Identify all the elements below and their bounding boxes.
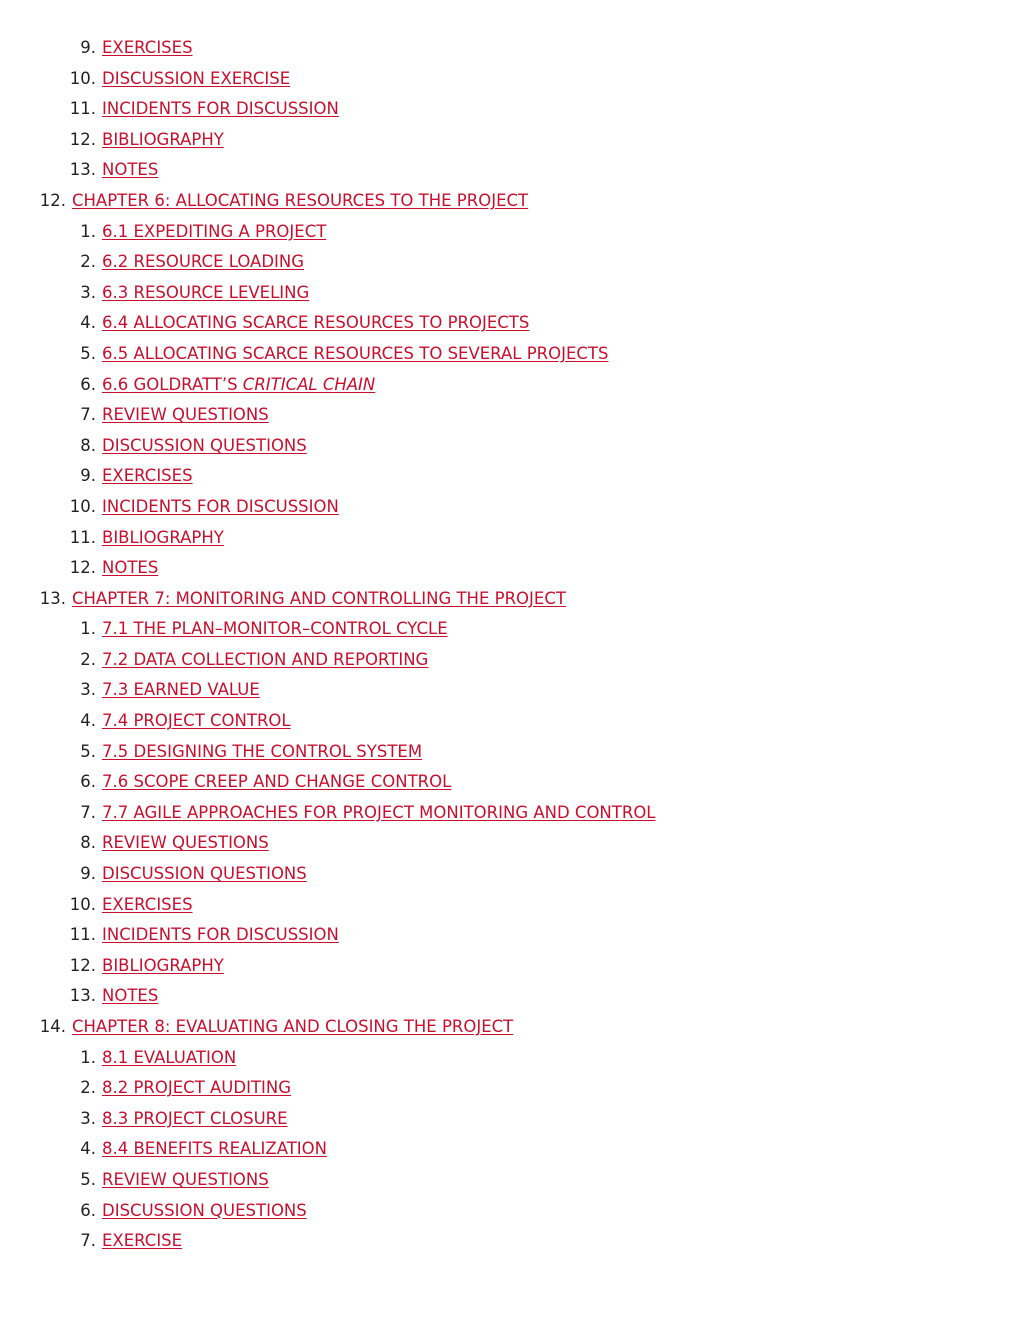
section-link[interactable] <box>102 675 260 706</box>
list-number: 4. <box>80 313 96 333</box>
toc-section-item <box>0 951 1020 982</box>
link-label: EXERCISE <box>102 1231 183 1251</box>
link-label: EXERCISES <box>102 466 193 486</box>
link-label: 7.2 DATA COLLECTION AND REPORTING <box>102 649 429 669</box>
link-label: 7.1 THE PLAN–MONITOR–CONTROL CYCLE <box>102 619 448 639</box>
list-number: 8. <box>80 435 96 455</box>
section-link[interactable] <box>102 125 224 156</box>
link-label: DISCUSSION QUESTIONS <box>102 435 307 455</box>
chapter-link[interactable] <box>72 584 566 615</box>
section-link[interactable] <box>102 1073 291 1104</box>
section-link[interactable] <box>102 645 428 676</box>
toc-section-item <box>0 767 1020 798</box>
toc-section-item <box>0 981 1020 1012</box>
list-number: 5. <box>80 343 96 363</box>
link-label: CHAPTER 7: MONITORING AND CONTROLLING THE PROJECT <box>72 588 566 608</box>
list-number: 6. <box>80 1200 96 1220</box>
link-label: 8.4 BENEFITS REALIZATION <box>102 1139 327 1159</box>
section-link[interactable] <box>102 737 422 768</box>
toc-section-item <box>0 828 1020 859</box>
toc-section-item <box>0 645 1020 676</box>
toc-section-item <box>0 400 1020 431</box>
section-link[interactable] <box>102 278 309 309</box>
toc-section-item <box>0 1134 1020 1165</box>
link-label: INCIDENTS FOR DISCUSSION <box>102 925 339 945</box>
toc-section-item <box>0 706 1020 737</box>
link-label: NOTES <box>102 986 159 1006</box>
section-link[interactable] <box>102 461 193 492</box>
link-label: CHAPTER 8: EVALUATING AND CLOSING THE PROJECT <box>72 1017 514 1036</box>
toc-section-item <box>0 431 1020 462</box>
section-link[interactable] <box>102 523 224 554</box>
list-number: 11. <box>69 527 96 547</box>
section-link[interactable] <box>102 614 448 645</box>
toc-section-item <box>0 614 1020 645</box>
toc-section-item <box>0 278 1020 309</box>
link-label: 6.1 EXPEDITING A PROJECT <box>102 221 327 241</box>
list-number: 9. <box>80 466 96 486</box>
list-number: 10. <box>69 68 96 88</box>
link-label: 6.3 RESOURCE LEVELING <box>102 282 310 302</box>
section-link[interactable] <box>102 767 451 798</box>
toc-section-item <box>0 1196 1020 1227</box>
link-label: BIBLIOGRAPHY <box>102 527 224 547</box>
link-label: BIBLIOGRAPHY <box>102 129 224 149</box>
list-number: 10. <box>69 496 96 516</box>
toc-section-item <box>0 859 1020 890</box>
section-link[interactable] <box>102 951 224 982</box>
section-link[interactable] <box>102 64 290 95</box>
link-label: 6.5 ALLOCATING SCARCE RESOURCES TO SEVERAL PROJECTS <box>102 343 609 363</box>
list-number: 11. <box>69 99 96 119</box>
link-label: 7.6 SCOPE CREEP AND CHANGE CONTROL <box>102 772 452 792</box>
toc-section-item <box>0 737 1020 768</box>
list-number: 9. <box>80 864 96 884</box>
list-number: 12. <box>69 955 96 975</box>
link-label: NOTES <box>102 558 159 578</box>
section-link[interactable] <box>102 33 193 64</box>
list-number: 3. <box>80 1108 96 1128</box>
list-number: 3. <box>80 282 96 302</box>
list-number: 1. <box>80 619 96 639</box>
section-link[interactable] <box>102 1196 307 1227</box>
toc-section-item <box>0 461 1020 492</box>
link-label: 7.7 AGILE APPROACHES FOR PROJECT MONITORING AND CONTROL <box>102 802 656 822</box>
chapter-link[interactable] <box>72 1012 513 1043</box>
list-number: 7. <box>80 802 96 822</box>
toc-section-item <box>0 1043 1020 1074</box>
toc-section-item <box>0 553 1020 584</box>
section-link[interactable] <box>102 1226 182 1257</box>
section-link[interactable] <box>102 492 339 523</box>
link-label: REVIEW QUESTIONS <box>102 833 269 853</box>
toc-section-item <box>0 370 1020 401</box>
section-link[interactable] <box>102 1134 327 1165</box>
section-link[interactable] <box>102 798 656 829</box>
link-label: 7.3 EARNED VALUE <box>102 680 260 700</box>
link-label: CHAPTER 6: ALLOCATING RESOURCES TO THE PROJECT <box>72 190 529 210</box>
list-number: 11. <box>69 925 96 945</box>
list-number: 13. <box>39 588 66 608</box>
list-number: 2. <box>80 1078 96 1098</box>
toc-section-item <box>0 94 1020 125</box>
link-label: INCIDENTS FOR DISCUSSION <box>102 496 339 516</box>
toc-section-item <box>0 1226 1020 1257</box>
section-link[interactable] <box>102 890 193 921</box>
toc-section-item <box>0 247 1020 278</box>
link-label: 6.4 ALLOCATING SCARCE RESOURCES TO PROJECTS <box>102 313 530 333</box>
section-link[interactable] <box>102 400 269 431</box>
list-number: 13. <box>69 160 96 180</box>
list-number: 7. <box>80 405 96 425</box>
link-label: INCIDENTS FOR DISCUSSION <box>102 99 339 119</box>
list-number: 2. <box>80 649 96 669</box>
toc-section-item <box>0 64 1020 95</box>
link-label: BIBLIOGRAPHY <box>102 955 224 975</box>
toc-chapter-item <box>0 1012 1020 1043</box>
section-link[interactable] <box>102 1043 236 1074</box>
list-number: 6. <box>80 374 96 394</box>
link-label-italic: CRITICAL CHAIN <box>242 374 376 394</box>
section-link[interactable] <box>102 920 339 951</box>
toc-section-item <box>0 798 1020 829</box>
list-number: 14. <box>39 1017 66 1036</box>
list-number: 12. <box>69 558 96 578</box>
toc-section-item <box>0 920 1020 951</box>
link-label: REVIEW QUESTIONS <box>102 405 269 425</box>
table-of-contents <box>0 33 1020 1257</box>
section-link[interactable] <box>102 553 158 584</box>
toc-section-item <box>0 217 1020 248</box>
toc-section-item <box>0 33 1020 64</box>
section-link[interactable] <box>102 94 339 125</box>
list-number: 4. <box>80 711 96 731</box>
toc-chapter-item <box>0 584 1020 615</box>
list-number: 4. <box>80 1139 96 1159</box>
list-number: 5. <box>80 1169 96 1189</box>
section-link[interactable] <box>102 308 529 339</box>
list-number: 1. <box>80 1047 96 1067</box>
list-number: 2. <box>80 252 96 272</box>
section-link[interactable] <box>102 706 291 737</box>
section-link[interactable] <box>102 828 269 859</box>
link-label: 7.4 PROJECT CONTROL <box>102 711 291 731</box>
section-link[interactable] <box>102 217 326 248</box>
section-link[interactable] <box>102 155 158 186</box>
section-link[interactable] <box>102 370 375 401</box>
toc-section-item <box>0 339 1020 370</box>
link-label: DISCUSSION QUESTIONS <box>102 864 307 884</box>
toc-section-item <box>0 308 1020 339</box>
list-number: 8. <box>80 833 96 853</box>
section-link[interactable] <box>102 859 307 890</box>
list-number: 1. <box>80 221 96 241</box>
list-number: 12. <box>39 190 66 210</box>
section-link[interactable] <box>102 247 304 278</box>
section-link[interactable] <box>102 981 158 1012</box>
toc-section-item <box>0 1073 1020 1104</box>
toc-section-item <box>0 155 1020 186</box>
list-number: 5. <box>80 741 96 761</box>
list-number: 13. <box>69 986 96 1006</box>
link-label: 8.3 PROJECT CLOSURE <box>102 1108 288 1128</box>
list-number: 7. <box>80 1231 96 1251</box>
toc-section-item <box>0 125 1020 156</box>
list-number: 12. <box>69 129 96 149</box>
toc-section-item <box>0 1165 1020 1196</box>
section-link[interactable] <box>102 1165 269 1196</box>
list-number: 10. <box>69 894 96 914</box>
toc-section-item <box>0 1104 1020 1135</box>
link-label: EXERCISES <box>102 38 193 57</box>
link-label: EXERCISES <box>102 894 193 914</box>
link-label: REVIEW QUESTIONS <box>102 1169 269 1189</box>
chapter-link[interactable] <box>72 186 528 217</box>
toc-section-item <box>0 492 1020 523</box>
section-link[interactable] <box>102 1104 288 1135</box>
list-number: 9. <box>80 38 96 57</box>
list-number: 6. <box>80 772 96 792</box>
link-label: 6.2 RESOURCE LOADING <box>102 252 305 272</box>
link-label: 8.2 PROJECT AUDITING <box>102 1078 292 1098</box>
link-label: 6.6 GOLDRATT’S <box>102 374 243 394</box>
toc-chapter-item <box>0 186 1020 217</box>
link-label: DISCUSSION QUESTIONS <box>102 1200 307 1220</box>
toc-section-item <box>0 523 1020 554</box>
link-label: 8.1 EVALUATION <box>102 1047 237 1067</box>
section-link[interactable] <box>102 339 608 370</box>
link-label: 7.5 DESIGNING THE CONTROL SYSTEM <box>102 741 423 761</box>
link-label: DISCUSSION EXERCISE <box>102 68 291 88</box>
toc-section-item <box>0 890 1020 921</box>
link-label: NOTES <box>102 160 159 180</box>
list-number: 3. <box>80 680 96 700</box>
section-link[interactable] <box>102 431 307 462</box>
toc-section-item <box>0 675 1020 706</box>
